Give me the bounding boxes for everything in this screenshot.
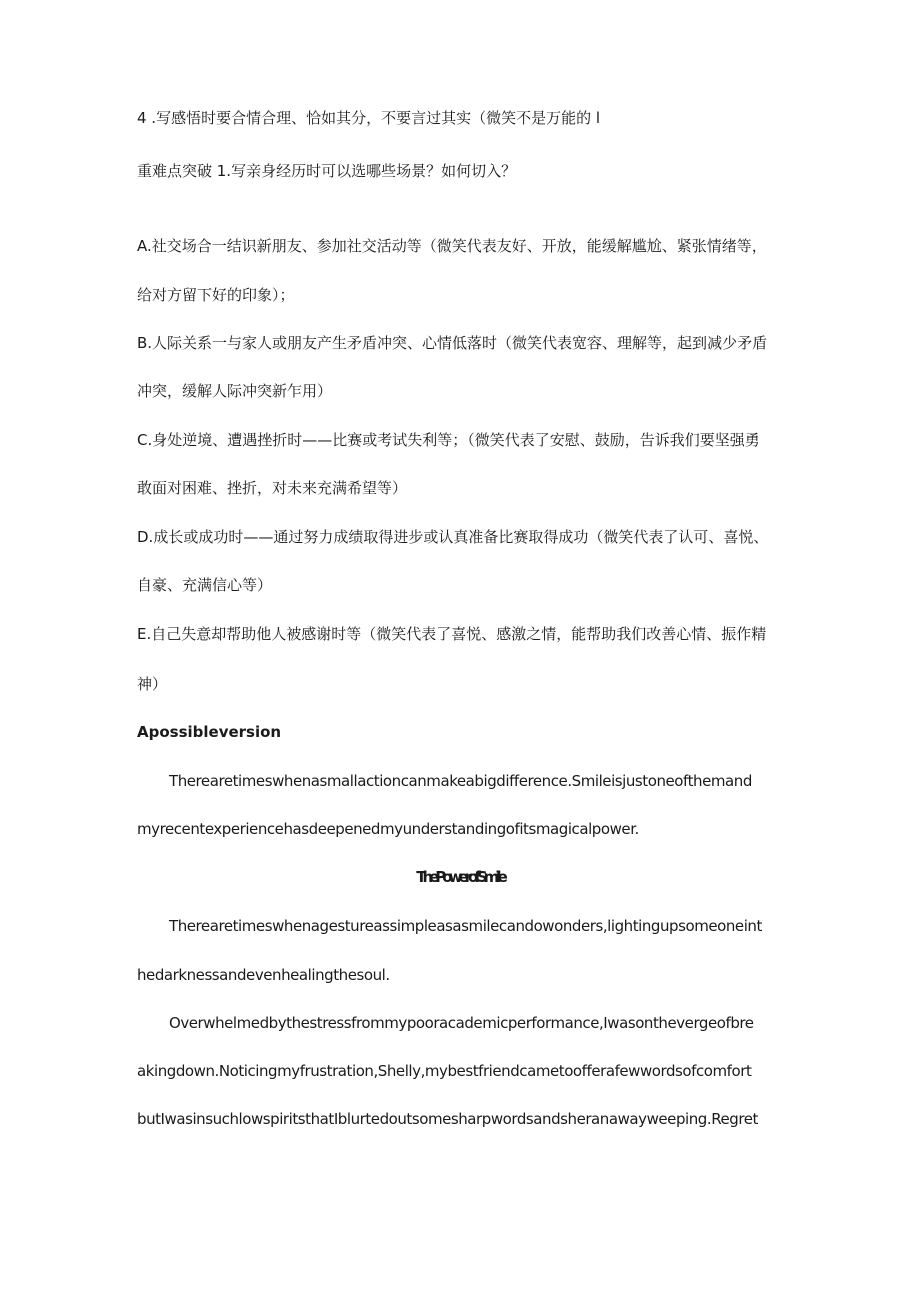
option-e-line-1: E.自己失意却帮助他人被感谢时等（微笑代表了喜悦、感激之情，能帮助我们改善心情、振作精	[137, 625, 767, 643]
paragraph-2-line-2: hedarknessandevenhealingthesoul.	[137, 966, 390, 984]
option-b-line-1: B.人际关系一与家人或朋友产生矛盾冲突、心情低落时（微笑代表宽容、理解等，起到减少矛盾	[137, 334, 768, 352]
option-c-line-2: 敢面对困难、挫折，对未来充满希望等）	[137, 479, 408, 497]
paragraph-3-line-1: Overwhelmedbythestressfrommypooracademicperformance,Iwasonthevergeofbre	[169, 1014, 754, 1032]
section-heading-breakthrough: 重难点突破 1.写亲身经历时可以选哪些场景？如何切入？	[137, 162, 517, 180]
option-a-line-2: 给对方留下好的印象）；	[137, 286, 295, 304]
essay-title: ThePowerofSmile	[416, 868, 504, 886]
option-d-line-1: D.成长或成功时——通过努力成绩取得进步或认真准备比赛取得成功（微笑代表了认可、喜悦、	[137, 528, 769, 546]
option-d-line-2: 自豪、充满信心等）	[137, 576, 273, 594]
option-c-line-1: C.身处逆境、遭遇挫折时——比赛或考试失利等；（微笑代表了安慰、鼓励，告诉我们要坚强勇	[137, 431, 760, 449]
paragraph-2-line-1: Therearetimeswhenagestureassimpleasasmilecandowonders,lightingupsomeoneint	[169, 917, 762, 935]
intro-paragraph-line-2: myrecentexperiencehasdeepenedmyunderstandingofitsmagicalpower.	[137, 820, 639, 838]
version-heading: Apossibleversion	[137, 723, 282, 741]
option-b-line-2: 冲突，缓解人际冲突新乍用）	[137, 382, 333, 400]
intro-paragraph-line-1: Therearetimeswhenasmallactioncanmakeabigdifference.Smileisjustoneofthemand	[169, 772, 752, 790]
tip-line-4: 4 .写感悟时要合情合理、恰如其分，不要言过其实（微笑不是万能的 l	[137, 109, 601, 127]
paragraph-3-line-3: butIwasinsuchlowspiritsthatIblurtedoutsomesharpwordsandsheranawayweeping.Regret	[137, 1110, 758, 1128]
option-a-line-1: A.社交场合一结识新朋友、参加社交活动等（微笑代表友好、开放，能缓解尴尬、紧张情绪等，	[137, 237, 767, 255]
paragraph-3-line-2: akingdown.Noticingmyfrustration,Shelly,mybestfriendcametoofferafewwordsofcomfort	[137, 1062, 752, 1080]
option-e-line-2: 神）	[137, 675, 168, 693]
